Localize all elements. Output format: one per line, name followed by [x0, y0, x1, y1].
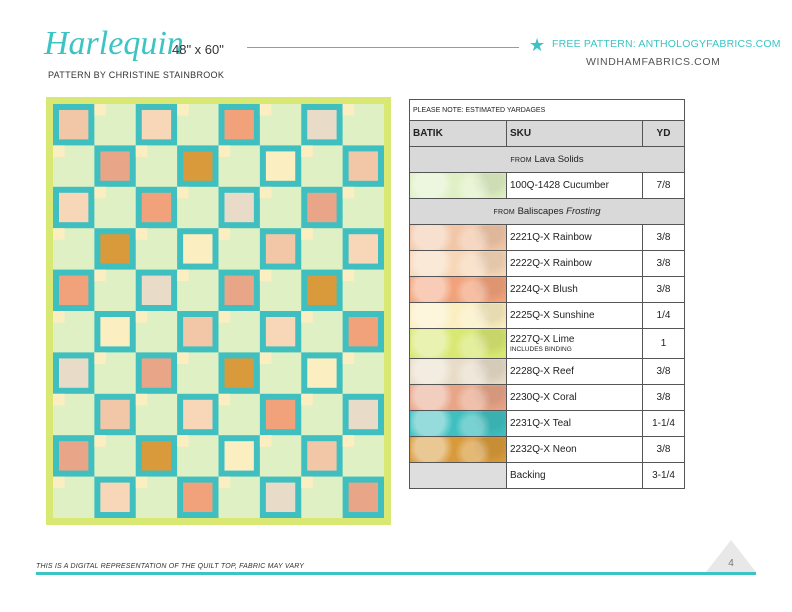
sku-label: 2221Q-X Rainbow [510, 232, 592, 243]
corner-patch [53, 477, 65, 489]
corner-patch [136, 477, 148, 489]
fabric-sku [507, 329, 643, 359]
sku-label: 2228Q-X Reef [510, 366, 574, 377]
sku-label: 2232Q-X Neon [510, 444, 577, 455]
sku-label: 2230Q-X Coral [510, 392, 577, 403]
fabric-yardage: 3/8 [643, 437, 685, 463]
fabric-yardage: 1-1/4 [643, 411, 685, 437]
corner-patch [53, 311, 65, 323]
sku-label: 2222Q-X Rainbow [510, 258, 592, 269]
fabric-sku [507, 437, 643, 463]
corner-patch [219, 311, 231, 323]
table-row [410, 463, 685, 489]
fabric-yardage: 1 [643, 329, 685, 359]
print-center [266, 234, 295, 263]
print-center [183, 317, 212, 346]
group-prefix: FROM [510, 157, 532, 164]
corner-patch [177, 104, 189, 116]
print-center [307, 276, 336, 305]
fabric-requirements-table [409, 99, 685, 489]
print-center [266, 151, 295, 180]
sku-label: 2225Q-X Sunshine [510, 310, 595, 321]
print-center [59, 276, 88, 305]
corner-patch [177, 187, 189, 199]
fabric-swatch [410, 437, 507, 463]
print-center [225, 358, 254, 387]
corner-patch [177, 270, 189, 282]
website-link[interactable]: WINDHAMFABRICS.COM [586, 56, 721, 68]
print-center [225, 441, 254, 470]
corner-patch [94, 104, 106, 116]
print-center [349, 151, 378, 180]
sku-label: 2227Q-X Lime [510, 334, 575, 345]
corner-patch [94, 435, 106, 447]
fabric-swatch [410, 225, 507, 251]
corner-patch [260, 104, 272, 116]
corner-patch [260, 270, 272, 282]
print-center [307, 110, 336, 139]
print-center [307, 358, 336, 387]
table-row [410, 173, 685, 199]
print-center [266, 483, 295, 512]
corner-patch [260, 435, 272, 447]
print-center [225, 276, 254, 305]
corner-patch [301, 477, 313, 489]
footer-divider [36, 572, 756, 575]
print-center [349, 234, 378, 263]
table-header [410, 121, 685, 147]
print-center [142, 193, 171, 222]
print-center [59, 193, 88, 222]
corner-patch [260, 187, 272, 199]
corner-patch [343, 104, 355, 116]
group-row [410, 199, 685, 225]
print-center [142, 441, 171, 470]
fabric-sku [507, 251, 643, 277]
fabric-swatch [410, 251, 507, 277]
corner-patch [136, 228, 148, 240]
print-center [183, 400, 212, 429]
fabric-yardage: 3/8 [643, 225, 685, 251]
corner-patch [136, 311, 148, 323]
print-center [349, 317, 378, 346]
corner-patch [343, 435, 355, 447]
fabric-yardage: 7/8 [643, 173, 685, 199]
table-row [410, 277, 685, 303]
corner-patch [53, 394, 65, 406]
table-row [410, 385, 685, 411]
footer-disclaimer: THIS IS A DIGITAL REPRESENTATION OF THE QUILT TOP, FABRIC MAY VARY [36, 563, 305, 570]
table-row [410, 411, 685, 437]
table-row [410, 329, 685, 359]
fabric-swatch [410, 173, 507, 199]
corner-patch [94, 270, 106, 282]
pattern-title: Harlequin [44, 25, 184, 62]
group-label [410, 199, 685, 225]
group-name: Baliscapes [517, 206, 564, 217]
fabric-yardage: 1/4 [643, 303, 685, 329]
print-center [59, 441, 88, 470]
fabric-yardage: 3/8 [643, 359, 685, 385]
corner-patch [343, 352, 355, 364]
table-row [410, 251, 685, 277]
print-center [349, 400, 378, 429]
print-center [183, 151, 212, 180]
print-center [59, 110, 88, 139]
fabric-swatch [410, 329, 507, 359]
print-center [100, 400, 129, 429]
fabric-sku [507, 359, 643, 385]
corner-patch [94, 187, 106, 199]
fabric-swatch [410, 359, 507, 385]
fabric-swatch [410, 277, 507, 303]
corner-patch [136, 145, 148, 157]
corner-patch [219, 228, 231, 240]
corner-patch [301, 311, 313, 323]
print-center [307, 193, 336, 222]
sku-label: Backing [510, 470, 546, 481]
print-center [349, 483, 378, 512]
yardage-note: PLEASE NOTE: ESTIMATED YARDAGES [410, 100, 685, 121]
fabric-swatch [410, 463, 507, 489]
corner-patch [219, 145, 231, 157]
fabric-sku [507, 411, 643, 437]
corner-patch [301, 228, 313, 240]
table-row [410, 437, 685, 463]
fabric-sku [507, 173, 643, 199]
fabric-sku [507, 385, 643, 411]
pattern-byline: PATTERN BY CHRISTINE STAINBROOK [48, 70, 225, 80]
fabric-yardage: 3/8 [643, 277, 685, 303]
print-center [100, 483, 129, 512]
print-center [266, 317, 295, 346]
fabric-yardage: 3/8 [643, 385, 685, 411]
corner-patch [53, 228, 65, 240]
print-center [100, 317, 129, 346]
print-center [183, 483, 212, 512]
print-center [142, 276, 171, 305]
col-yd: YD [643, 121, 685, 147]
fabric-swatch [410, 411, 507, 437]
fabric-sku [507, 225, 643, 251]
col-batik: BATIK [410, 121, 507, 147]
corner-patch [301, 145, 313, 157]
group-collection: Frosting [566, 206, 601, 217]
col-sku: SKU [507, 121, 643, 147]
print-center [183, 234, 212, 263]
corner-patch [343, 270, 355, 282]
group-prefix: FROM [493, 209, 515, 216]
fabric-swatch [410, 303, 507, 329]
print-center [100, 234, 129, 263]
corner-patch [219, 477, 231, 489]
print-center [59, 358, 88, 387]
quilt-size: 48" x 60" [172, 42, 224, 57]
table-row [410, 303, 685, 329]
corner-patch [94, 352, 106, 364]
corner-patch [219, 394, 231, 406]
sku-note: INCLUDES BINDING [510, 346, 572, 353]
fabric-sku [507, 277, 643, 303]
corner-patch [177, 352, 189, 364]
group-row [410, 147, 685, 173]
fabric-sku [507, 463, 643, 489]
corner-patch [177, 435, 189, 447]
group-label [410, 147, 685, 173]
table-row [410, 359, 685, 385]
note-row [410, 100, 685, 121]
print-center [142, 110, 171, 139]
fabric-yardage: 3-1/4 [643, 463, 685, 489]
free-pattern-link[interactable]: FREE PATTERN: ANTHOLOGYFABRICS.COM [552, 38, 781, 50]
sku-label: 2231Q-X Teal [510, 418, 571, 429]
corner-patch [136, 394, 148, 406]
star-icon: ★ [529, 35, 546, 55]
print-center [225, 193, 254, 222]
print-center [100, 151, 129, 180]
sku-label: 100Q-1428 Cucumber [510, 180, 609, 191]
table-row [410, 225, 685, 251]
corner-patch [53, 145, 65, 157]
fabric-swatch [410, 385, 507, 411]
corner-patch [343, 187, 355, 199]
print-center [307, 441, 336, 470]
page-number: 4 [728, 558, 734, 569]
group-name: Lava Solids [534, 154, 584, 165]
corner-patch [260, 352, 272, 364]
print-center [225, 110, 254, 139]
sku-label: 2224Q-X Blush [510, 284, 578, 295]
quilt-image [46, 97, 391, 525]
fabric-yardage: 3/8 [643, 251, 685, 277]
print-center [266, 400, 295, 429]
fabric-sku [507, 303, 643, 329]
header-divider [247, 47, 519, 48]
corner-patch [301, 394, 313, 406]
print-center [142, 358, 171, 387]
